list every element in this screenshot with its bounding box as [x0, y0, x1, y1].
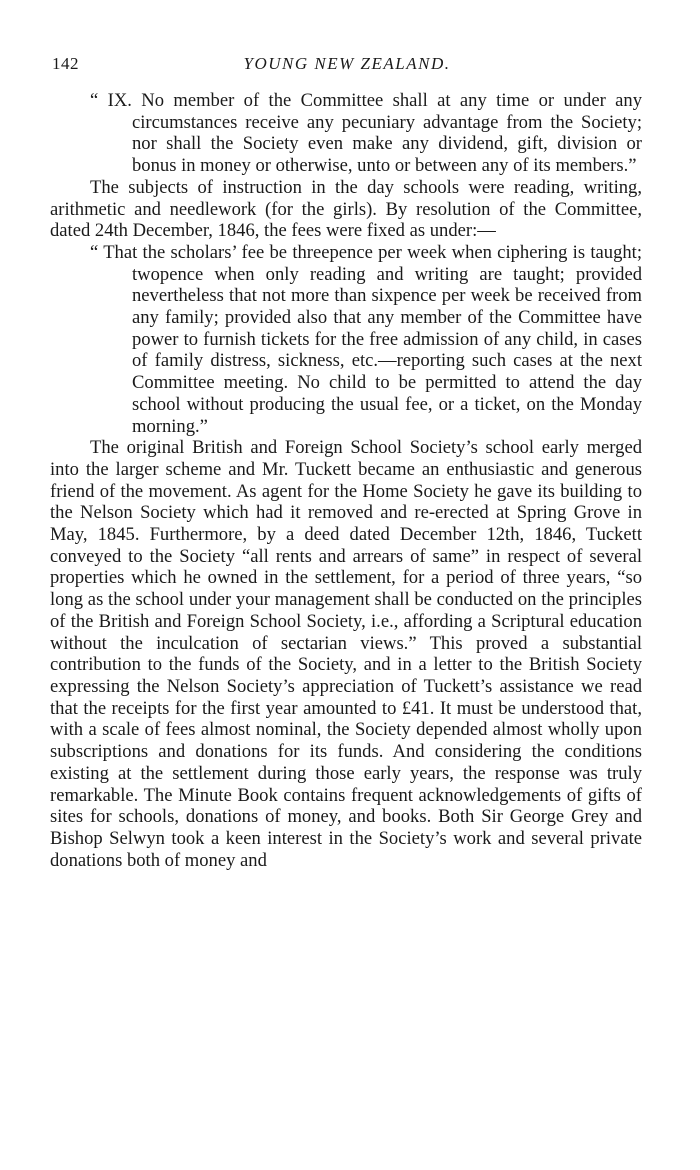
paragraph-tuckett-contribution: The original British and Foreign School Society’s school early merged into the larger scheme and Mr. Tuckett became an enthusiastic and generous friend of the movement. As agent for the Home Society he gave its building to the Nelson Society which had it removed and re-erected at Spring Grove in May, 1845. Furthermore, by a deed dated December 12th, 1846, Tuckett conveyed to the Society “all rents and arrears of same” in respect of several properties which he owned in the settlement, for a period of three years, “so long as the school under your management shall be conducted on the principles of the British and Foreign School Society, i.e., affording a Scriptural education without the inculcation of sectarian views.” This proved a substantial contribution to the funds of the Society, and in a letter to the British Society expressing the Nelson Society’s appreciation of Tuckett’s assistance we read that the receipts for the first year amounted to £41. It must be understood that, with a scale of fees almost nominal, the Society depended almost wholly upon subscriptions and donations for its funds. And considering the conditions existing at the settlement during those early years, the response was truly remarkable. The Minute Book contains frequent acknowledgements of gifts of sites for schools, donations of money, and books. Both Sir George Grey and Bishop Selwyn took a keen interest in the Society’s work and several private donations both of money and — [50, 437, 642, 871]
quoted-fee-resolution: “ That the scholars’ fee be threepence per week when ciphering is taught; twopence when only reading and writing are taught; provided nevertheless that not more than sixpence per week be received from any family; provided also that any member of the Committee have power to furnish tickets for the free admission of any child, in cases of family distress, sickness, etc.—reporting such cases at the next Committee meeting. No child to be permitted to attend the day school without producing the usual fee, or a ticket, on the Monday morning.” — [90, 241, 642, 437]
quoted-rule-ix: “ IX. No member of the Committee shall at any time or under any circumstances receive any pecuniary advantage from the Society; nor shall the Society even make any dividend, gift, division or bonus in money or otherwise, unto or between any of its members.” — [90, 90, 642, 177]
page-header — [52, 54, 642, 76]
page-number: 142 — [52, 54, 79, 73]
page-body — [50, 90, 642, 883]
running-title: YOUNG NEW ZEALAND. — [243, 54, 451, 73]
paragraph-instruction-subjects: The subjects of instruction in the day schools were reading, writing, arithmetic and needlework (for the girls). By resolution of the Committee, dated 24th December, 1846, the fees were fixed as under:— — [50, 176, 642, 242]
